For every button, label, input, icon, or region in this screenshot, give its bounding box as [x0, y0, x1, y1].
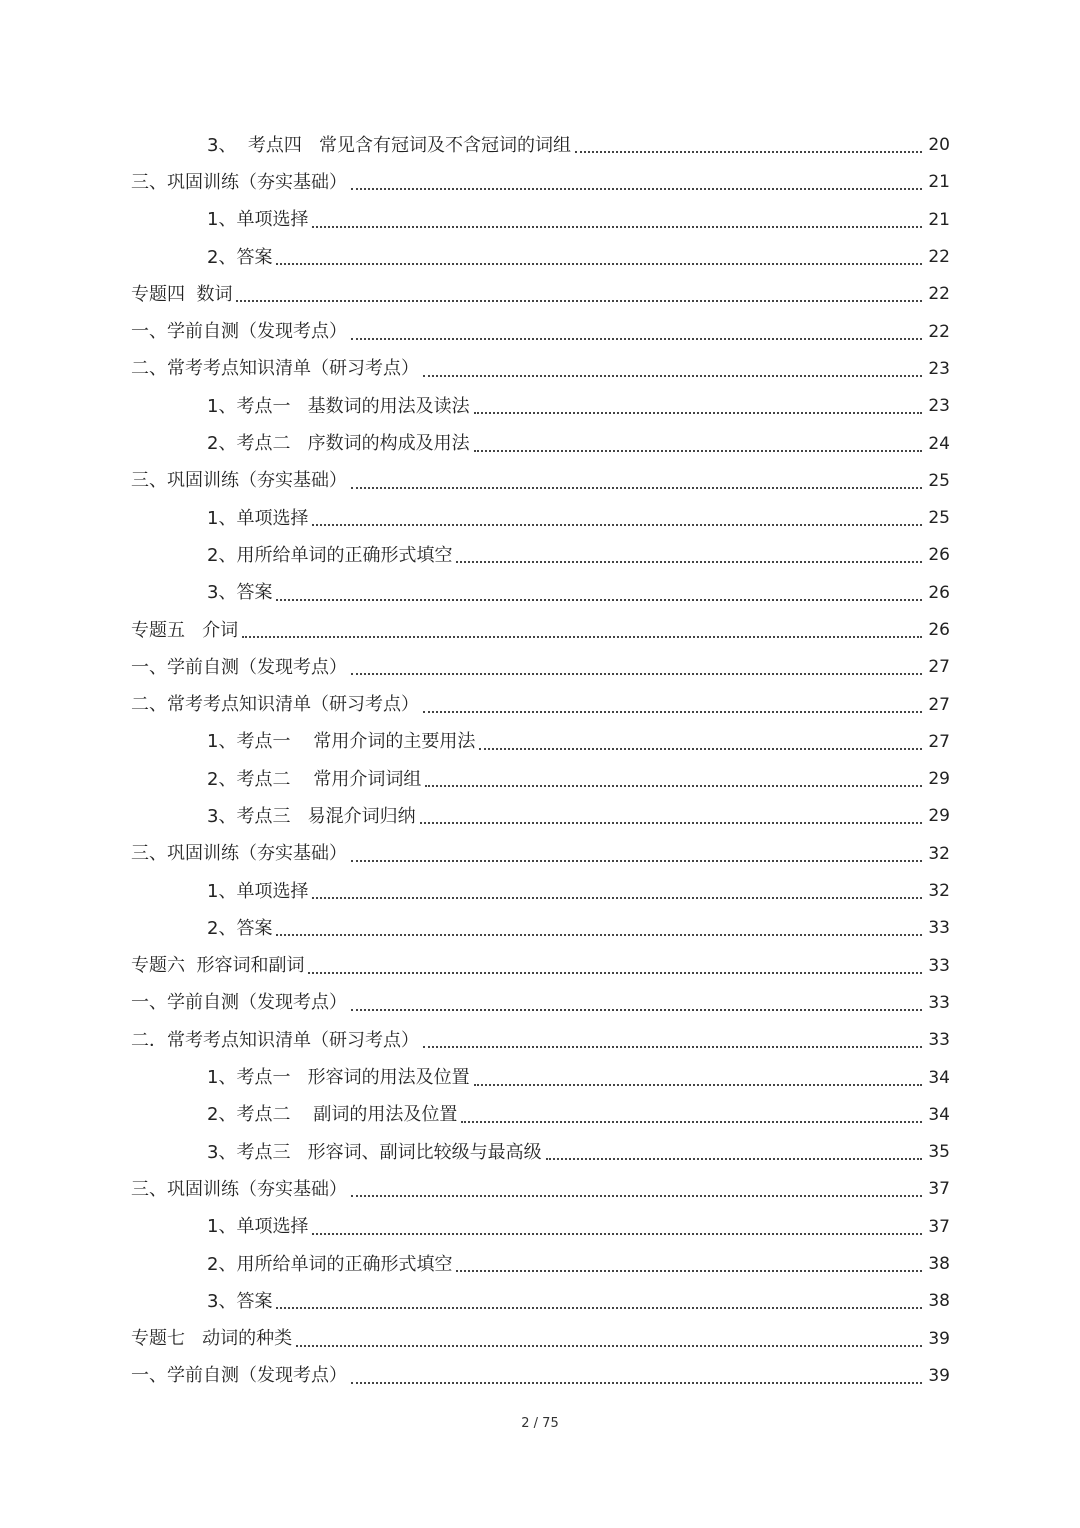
toc-entry-page-number: 25	[928, 470, 950, 491]
toc-entry-page-number: 37	[928, 1216, 950, 1237]
toc-entry-page-number: 26	[928, 620, 950, 640]
toc-entry-label: 2、答案	[207, 249, 276, 267]
dot-leader	[351, 337, 922, 340]
toc-entry-page-number: 26	[928, 582, 950, 603]
toc-entry[interactable]	[0, 276, 1080, 313]
toc-entry-page-number: 27	[928, 731, 950, 752]
toc-entry-label: 2、考点二 常用介词词组	[207, 771, 425, 789]
toc-entry[interactable]	[0, 500, 1080, 537]
toc-entry-label: 1、单项选择	[207, 1218, 312, 1236]
toc-entry-page-number: 38	[928, 1254, 950, 1275]
toc-entry[interactable]	[0, 1209, 1080, 1246]
dot-leader	[423, 374, 922, 377]
toc-entry[interactable]	[0, 313, 1080, 350]
toc-entry[interactable]	[0, 127, 1080, 164]
toc-entry[interactable]	[0, 948, 1080, 985]
toc-entry[interactable]	[0, 910, 1080, 947]
dot-leader	[474, 1083, 922, 1086]
toc-entry-label: 1、单项选择	[207, 883, 312, 901]
toc-entry-label: 2、用所给单词的正确形式填空	[207, 1256, 456, 1274]
toc-entry-page-number: 25	[928, 508, 950, 529]
toc-entry-page-number: 34	[928, 1067, 950, 1088]
toc-entry-page-number: 33	[928, 992, 950, 1013]
toc-entry[interactable]	[0, 798, 1080, 835]
toc-entry-label: 3、考点三 易混介词归纳	[207, 808, 420, 826]
toc-entry-label: 2、考点二 序数词的构成及用法	[207, 435, 474, 453]
table-of-contents	[0, 127, 1080, 1395]
toc-entry-page-number: 33	[928, 955, 950, 976]
toc-entry[interactable]	[0, 686, 1080, 723]
dot-leader	[351, 859, 922, 862]
toc-entry-page-number: 27	[928, 694, 950, 715]
toc-entry-label: 1、考点一 形容词的用法及位置	[207, 1069, 474, 1087]
toc-entry-label: 专题七 动词的种类	[131, 1330, 296, 1348]
toc-entry[interactable]	[0, 575, 1080, 612]
toc-entry-page-number: 37	[928, 1179, 950, 1200]
toc-entry[interactable]	[0, 1097, 1080, 1134]
dot-leader	[479, 747, 922, 750]
toc-entry[interactable]	[0, 1246, 1080, 1283]
dot-leader	[474, 411, 922, 414]
toc-entry-label: 一、学前自测（发现考点）	[131, 994, 351, 1012]
dot-leader	[312, 523, 922, 526]
toc-entry-label: 专题五 介词	[131, 622, 242, 640]
toc-entry[interactable]	[0, 164, 1080, 201]
page-number-footer	[0, 1416, 1080, 1431]
toc-entry-label: 二、常考考点知识清单（研习考点）	[131, 360, 423, 378]
toc-entry-label: 3、考点三 形容词、副词比较级与最高级	[207, 1144, 546, 1162]
toc-entry-label: 2、答案	[207, 920, 276, 938]
toc-entry[interactable]	[0, 985, 1080, 1022]
dot-leader	[351, 1008, 922, 1011]
toc-entry-page-number: 24	[928, 433, 950, 454]
toc-entry-label: 1、考点一 常用介词的主要用法	[207, 733, 479, 751]
toc-entry[interactable]	[0, 202, 1080, 239]
dot-leader	[351, 187, 922, 190]
toc-entry-page-number: 22	[928, 247, 950, 268]
toc-entry-page-number: 33	[928, 1030, 950, 1051]
dot-leader	[351, 486, 922, 489]
toc-entry[interactable]	[0, 761, 1080, 798]
toc-entry-label: 一、学前自测（发现考点）	[131, 659, 351, 677]
toc-entry-page-number: 39	[928, 1328, 950, 1349]
toc-entry[interactable]	[0, 239, 1080, 276]
toc-entry-page-number: 21	[928, 172, 950, 193]
toc-entry-page-number: 23	[928, 396, 950, 417]
toc-entry[interactable]	[0, 1321, 1080, 1358]
toc-entry-label: 三、巩固训练（夯实基础）	[131, 174, 351, 192]
dot-leader	[351, 1194, 922, 1197]
toc-entry-page-number: 33	[928, 918, 950, 939]
dot-leader	[296, 1344, 922, 1347]
toc-entry[interactable]	[0, 649, 1080, 686]
toc-entry[interactable]	[0, 873, 1080, 910]
dot-leader	[474, 449, 922, 452]
toc-entry[interactable]	[0, 351, 1080, 388]
toc-entry-label: 2、考点二 副词的用法及位置	[207, 1106, 461, 1124]
toc-entry-page-number: 22	[928, 284, 950, 305]
dot-leader	[276, 1306, 922, 1309]
toc-entry-label: 专题六 形容词和副词	[131, 957, 308, 975]
toc-entry-page-number: 23	[928, 358, 950, 379]
dot-leader	[276, 262, 922, 265]
toc-entry[interactable]	[0, 1059, 1080, 1096]
toc-entry-page-number: 29	[928, 769, 950, 790]
dot-leader	[312, 1232, 922, 1235]
toc-entry-label: 三、巩固训练（夯实基础）	[131, 1181, 351, 1199]
toc-entry-label: 一、学前自测（发现考点）	[131, 323, 351, 341]
dot-leader	[242, 635, 922, 638]
dot-leader	[308, 971, 922, 974]
toc-entry-page-number: 26	[928, 545, 950, 566]
toc-entry-page-number: 21	[928, 209, 950, 230]
toc-entry-label: 2、用所给单词的正确形式填空	[207, 547, 456, 565]
dot-leader	[456, 1269, 922, 1272]
toc-entry-page-number: 34	[928, 1104, 950, 1125]
dot-leader	[351, 672, 922, 675]
toc-entry[interactable]	[0, 724, 1080, 761]
toc-entry[interactable]	[0, 1022, 1080, 1059]
toc-entry-page-number: 32	[928, 843, 950, 864]
toc-entry[interactable]	[0, 1283, 1080, 1320]
toc-entry-page-number: 38	[928, 1291, 950, 1312]
toc-entry[interactable]	[0, 537, 1080, 574]
toc-entry[interactable]	[0, 612, 1080, 649]
dot-leader	[423, 710, 922, 713]
dot-leader	[575, 150, 922, 153]
toc-entry[interactable]	[0, 1171, 1080, 1208]
dot-leader	[351, 1381, 922, 1384]
toc-entry-label: 三、巩固训练（夯实基础）	[131, 845, 351, 863]
toc-entry[interactable]	[0, 425, 1080, 462]
toc-entry[interactable]	[0, 836, 1080, 873]
dot-leader	[236, 299, 922, 302]
toc-entry-label: 1、单项选择	[207, 211, 312, 229]
toc-entry-label: 一、学前自测（发现考点）	[131, 1367, 351, 1385]
toc-entry-label: 专题四 数词	[131, 286, 236, 304]
toc-entry-label: 三、巩固训练（夯实基础）	[131, 472, 351, 490]
toc-entry-label: 1、单项选择	[207, 510, 312, 528]
dot-leader	[420, 821, 922, 824]
toc-entry-page-number: 27	[928, 657, 950, 678]
dot-leader	[312, 225, 922, 228]
toc-entry[interactable]	[0, 463, 1080, 500]
dot-leader	[276, 598, 922, 601]
toc-entry[interactable]	[0, 388, 1080, 425]
toc-entry-label: 3、答案	[207, 1293, 276, 1311]
toc-entry-label: 二、常考考点知识清单（研习考点）	[131, 696, 423, 714]
toc-entry-page-number: 20	[928, 135, 950, 156]
toc-entry-label: 1、考点一 基数词的用法及读法	[207, 398, 474, 416]
toc-entry-page-number: 29	[928, 806, 950, 827]
dot-leader	[461, 1120, 922, 1123]
toc-entry-page-number: 22	[928, 321, 950, 342]
dot-leader	[546, 1157, 922, 1160]
dot-leader	[423, 1045, 922, 1048]
toc-entry-label: 二．常考考点知识清单（研习考点）	[131, 1032, 423, 1050]
toc-entry-page-number: 35	[928, 1142, 950, 1163]
dot-leader	[456, 560, 922, 563]
toc-entry[interactable]	[0, 1358, 1080, 1395]
dot-leader	[425, 784, 922, 787]
toc-entry-label: 3、答案	[207, 584, 276, 602]
page-indicator: 2 / 75	[521, 1416, 559, 1431]
toc-entry-label: 3、 考点四 常见含有冠词及不含冠词的词组	[207, 137, 575, 155]
dot-leader	[312, 896, 922, 899]
dot-leader	[276, 933, 922, 936]
toc-entry[interactable]	[0, 1134, 1080, 1171]
toc-entry-page-number: 32	[928, 881, 950, 902]
toc-entry-page-number: 39	[928, 1365, 950, 1386]
